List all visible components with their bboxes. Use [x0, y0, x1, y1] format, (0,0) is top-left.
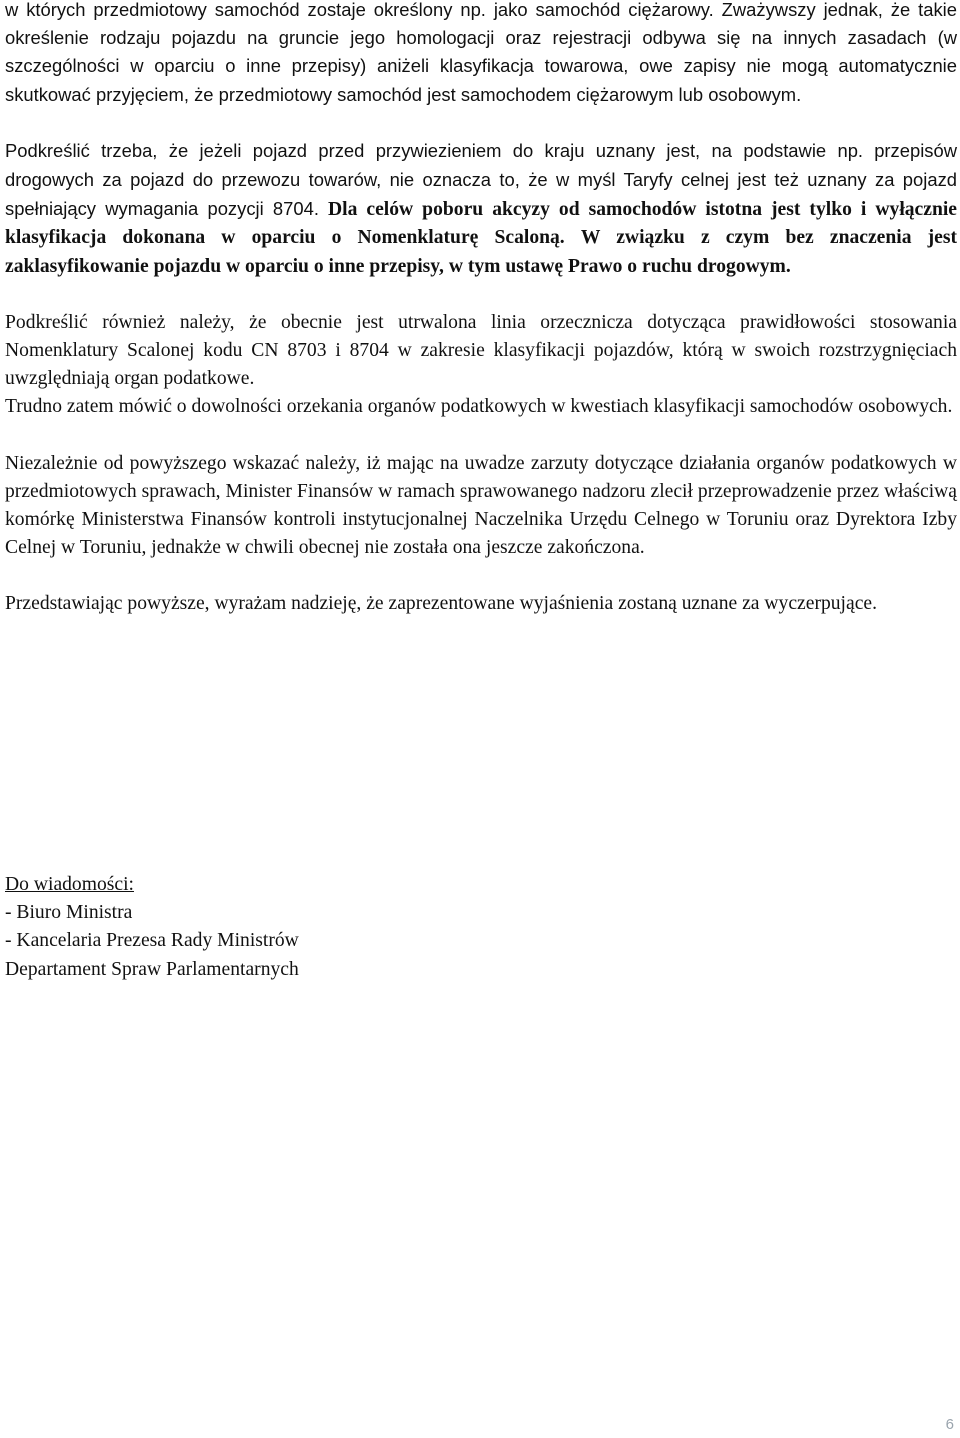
- paragraph-institutional-control: Niezależnie od powyższego wskazać należy, iż mając na uwadze zarzuty dotyczące działania organów podatkowych w przedmiotowych sprawach, Minister Finansów w ramach sprawowanego nadzoru zlecił przeprowadzenie przez właściwą komórkę Ministerstwa Finansów kontroli instytucjonalnej Naczelnika Urzędu Celnego w Toruniu oraz Dyrektora Izby Celnej w Toruniu, jednakże w chwili obecnej nie została ona jeszcze zakończona.: [5, 452, 957, 559]
- distribution-list: [5, 871, 299, 984]
- document-body: [5, 0, 957, 619]
- distribution-item: - Kancelaria Prezesa Rady Ministrów: [5, 930, 299, 952]
- paragraph-spacer: [5, 562, 957, 590]
- paragraph-vehicle-classification: w których przedmiotowy samochód zostaje określony np. jako samochód ciężarowy. Zważywszy jednak, że takie określenie rodzaju pojazdu na gruncie jego homologacji oraz rejestracji odbywa się na innych zasadach (w szczególności w oparciu o inne przepisy) aniżeli klasyfikacja towarowa, owe zapisy nie mogą automatycznie skutkować przyjęciem, że przedmiotowy samochód jest samochodem ciężarowym lub osobowym.: [5, 0, 957, 105]
- paragraph-spacer: [5, 281, 957, 309]
- paragraph-arbitrariness: Trudno zatem mówić o dowolności orzekania organów podatkowych w kwestiach klasyfikacji samochodów osobowych.: [5, 396, 953, 418]
- paragraph-spacer: [5, 109, 957, 137]
- paragraph-closing: Przedstawiając powyższe, wyrażam nadzieję, że zaprezentowane wyjaśnienia zostaną uznane za wyczerpujące.: [5, 593, 877, 615]
- paragraph-spacer: [5, 422, 957, 450]
- distribution-item: Departament Spraw Parlamentarnych: [5, 958, 299, 980]
- paragraph-2-bold-1: Dla celów poboru akcyzy od samochodów istotna jest tylko i wyłącznie klasyfikacja dokonana w oparciu o Nomenklaturę Scaloną.: [5, 199, 957, 249]
- page-number: 6: [945, 1416, 954, 1433]
- paragraph-case-law: Podkreślić również należy, że obecnie jest utrwalona linia orzecznicza dotycząca prawidłowości stosowania Nomenklatury Scalonej kodu CN 8703 i 8704 w zakresie klasyfikacji pojazdów, którą w swoich rozstrzygnięciach uwzględniają organ podatkowe.: [5, 311, 957, 390]
- distribution-item: - Biuro Ministra: [5, 902, 133, 924]
- distribution-heading: Do wiadomości:: [5, 874, 134, 895]
- paragraph-excise-classification: [5, 137, 957, 281]
- paragraph-2-bold-2: W związku z czym bez znaczenia jest zaklasyfikowanie pojazdu w oparciu o inne przepisy, w tym ustawę Prawo o ruchu drogowym.: [5, 227, 957, 277]
- paragraph-2-part-2: przepisów drogowych za pojazd do przewozu towarów, nie oznacza to, że w myśl Taryfy celnej jest też uznany za pojazd spełniający wymagania pozycji 8704.: [5, 139, 957, 220]
- paragraph-2-part-1: Podkreślić trzeba, że jeżeli pojazd przed przywiezieniem do kraju uznany jest, na podstawie np.: [5, 139, 864, 161]
